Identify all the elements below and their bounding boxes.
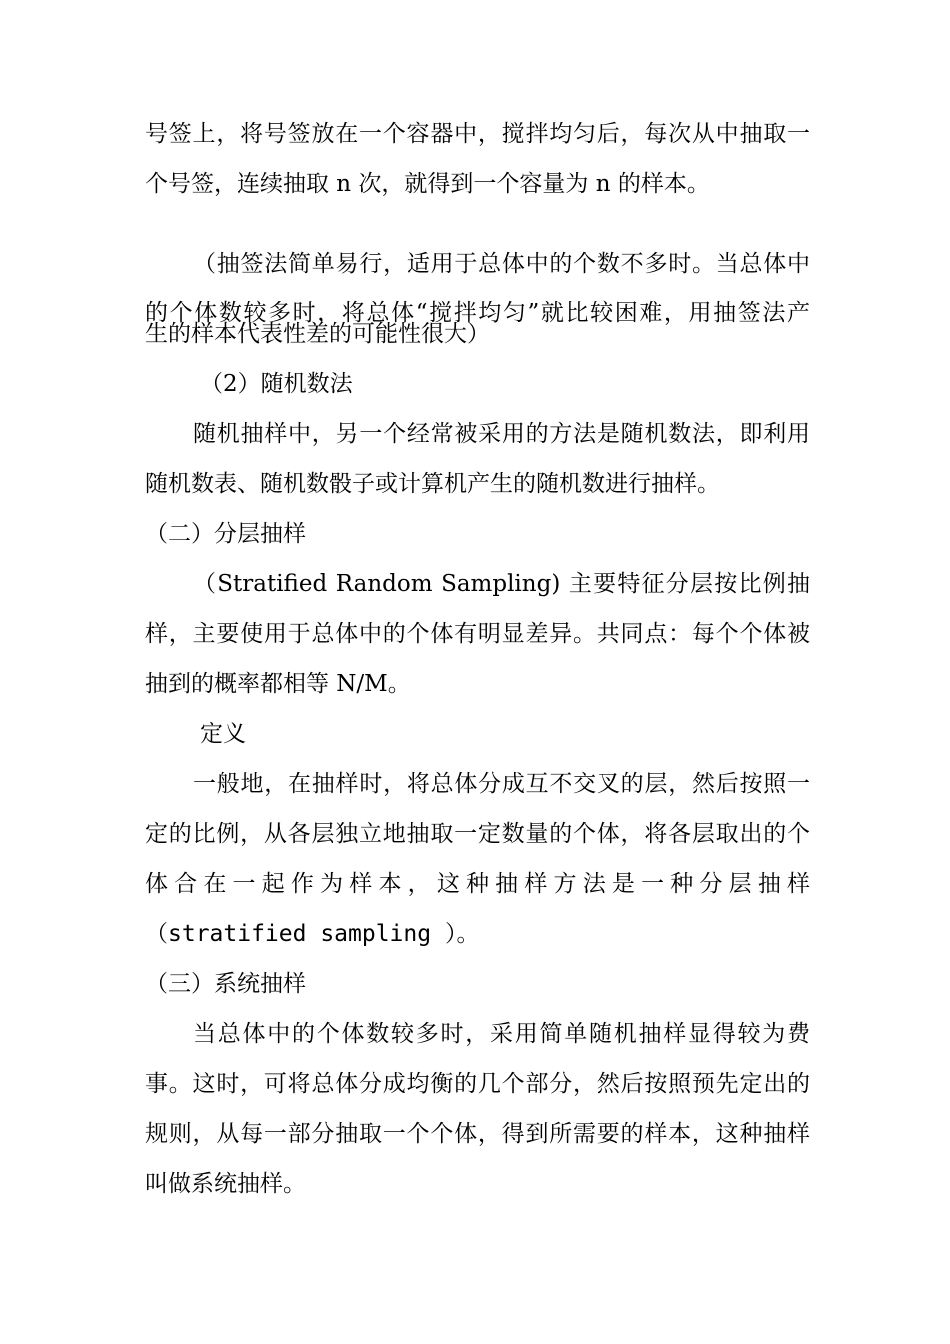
paragraph-line: 个号签，连续抽取 n 次，就得到一个容量为 n 的样本。 — [145, 171, 710, 197]
note-line: 生的样本代表性差的可能性很大） — [145, 321, 490, 347]
paragraph-line: 当总体中的个体数较多时，采用简单随机抽样显得较为费 — [193, 1021, 810, 1047]
paragraph-line: 定的比例，从各层独立地抽取一定数量的个体，将各层取出的个 — [145, 821, 810, 847]
section-heading: （二）分层抽样 — [145, 521, 306, 547]
section-heading: （三）系统抽样 — [145, 971, 306, 997]
paragraph-line: 样，主要使用于总体中的个体有明显差异。共同点：每个个体被 — [145, 621, 810, 647]
paragraph-line: 规则，从每一部分抽取一个个体，得到所需要的样本，这种抽样 — [145, 1121, 810, 1147]
note-line: （抽签法简单易行，适用于总体中的个数不多时。当总体中 — [193, 251, 810, 277]
paragraph-line: 体合在一起作为样本，这种抽样方法是一种分层抽样 — [145, 871, 810, 897]
paragraph-line: 随机抽样中，另一个经常被采用的方法是随机数法，即利用 — [193, 421, 810, 447]
paragraph-line: （stratified sampling ）。 — [145, 921, 480, 947]
paragraph-line: 抽到的概率都相等 N/M。 — [145, 671, 411, 697]
paragraph-line: 号签上，将号签放在一个容器中，搅拌均匀后，每次从中抽取一 — [145, 121, 810, 147]
definition-heading: 定义 — [200, 721, 246, 747]
paragraph-line: 随机数表、随机数骰子或计算机产生的随机数进行抽样。 — [145, 471, 720, 497]
paragraph-line: 叫做系统抽样。 — [145, 1171, 306, 1197]
note-line: 的个体数较多时，将总体“搅拌均匀”就比较困难，用抽签法产 — [145, 300, 810, 326]
section-heading: （2）随机数法 — [200, 371, 353, 397]
paragraph-line: 事。这时，可将总体分成均衡的几个部分，然后按照预先定出的 — [145, 1071, 810, 1097]
paragraph-line: （Stratified Random Sampling) 主要特征分层按比例抽 — [193, 571, 810, 597]
paragraph-line: 一般地，在抽样时，将总体分成互不交叉的层，然后按照一 — [193, 771, 810, 797]
